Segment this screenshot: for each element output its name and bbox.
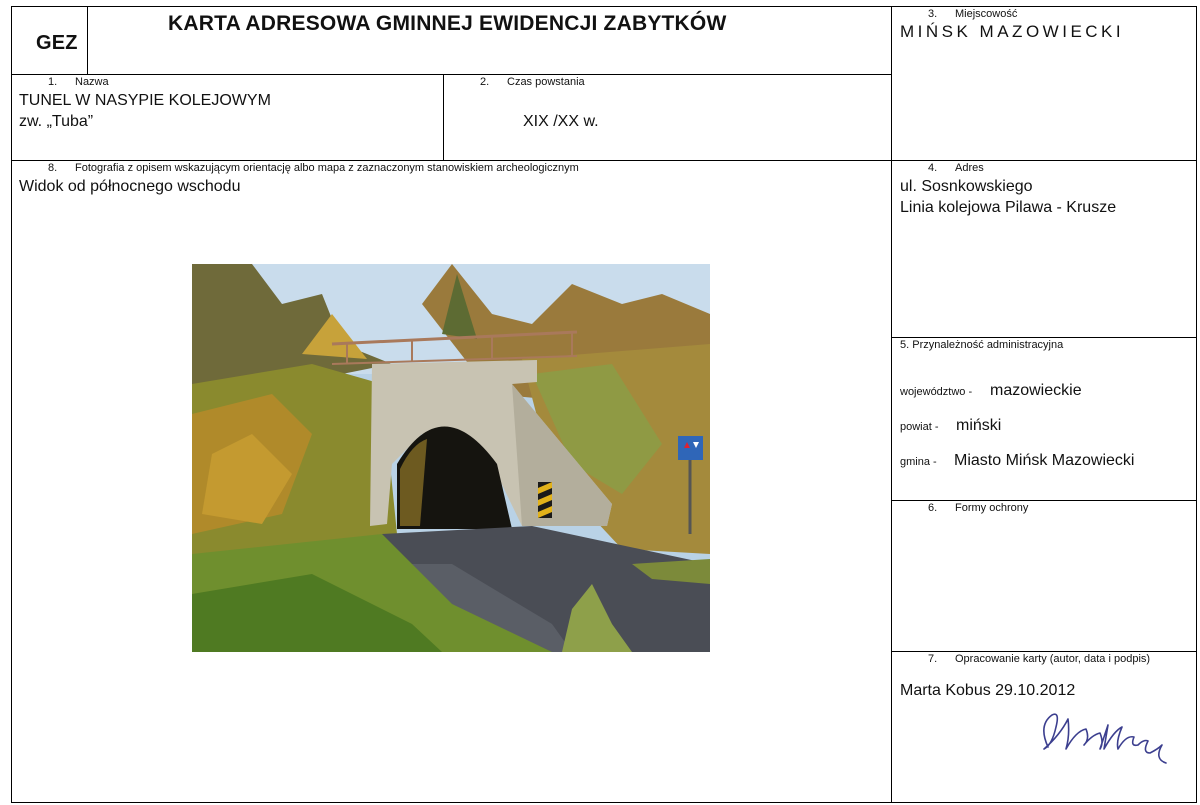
address-line-2: Linia kolejowa Pilawa - Krusze: [900, 199, 1117, 216]
author-value: Marta Kobus 29.10.2012: [900, 682, 1076, 699]
admin-cell: [891, 337, 1197, 501]
author-number: 7.: [928, 653, 938, 665]
photo-caption: Widok od północnego wschodu: [19, 178, 241, 195]
address-label: Adres: [955, 162, 984, 174]
protection-cell: [891, 500, 1197, 652]
signature: [1030, 705, 1180, 769]
tunnel-photo-image: [192, 264, 710, 652]
address-line-1: ul. Sosnkowskiego: [900, 178, 1033, 195]
period-value: XIX /XX w.: [523, 113, 599, 130]
tunnel-photo: [192, 264, 710, 652]
name-number: 1.: [48, 76, 58, 88]
signature-image: [1030, 705, 1180, 769]
locality-value: MIŃSK MAZOWIECKI: [900, 22, 1125, 41]
author-label: Opracowanie karty (autor, data i podpis): [955, 653, 1151, 665]
voivodeship-label: województwo -: [900, 386, 973, 398]
locality-label: Miejscowość: [955, 8, 1018, 20]
voivodeship-value: mazowieckie: [990, 382, 1082, 399]
commune-value: Miasto Mińsk Mazowiecki: [954, 452, 1135, 469]
county-label: powiat -: [900, 421, 939, 433]
commune-label: gmina -: [900, 456, 937, 468]
name-line-1: TUNEL W NASYPIE KOLEJOWYM: [19, 92, 271, 109]
header-code: GEZ: [36, 32, 78, 54]
admin-label: 5. Przynależność administracyjna: [900, 339, 1064, 351]
name-label: Nazwa: [75, 76, 109, 88]
page-title: KARTA ADRESOWA GMINNEJ EWIDENCJI ZABYTKÓW: [168, 12, 727, 35]
locality-number: 3.: [928, 8, 938, 20]
address-number: 4.: [928, 162, 938, 174]
period-number: 2.: [480, 76, 490, 88]
protection-label: Formy ochrony: [955, 502, 1029, 514]
photo-label: Fotografia z opisem wskazującym orientację albo mapa z zaznaczonym stanowiskiem archeologicznym: [75, 162, 579, 174]
period-label: Czas powstania: [507, 76, 585, 88]
county-value: miński: [956, 417, 1002, 434]
protection-number: 6.: [928, 502, 938, 514]
photo-number: 8.: [48, 162, 58, 174]
name-line-2: zw. „Tuba”: [19, 113, 94, 130]
